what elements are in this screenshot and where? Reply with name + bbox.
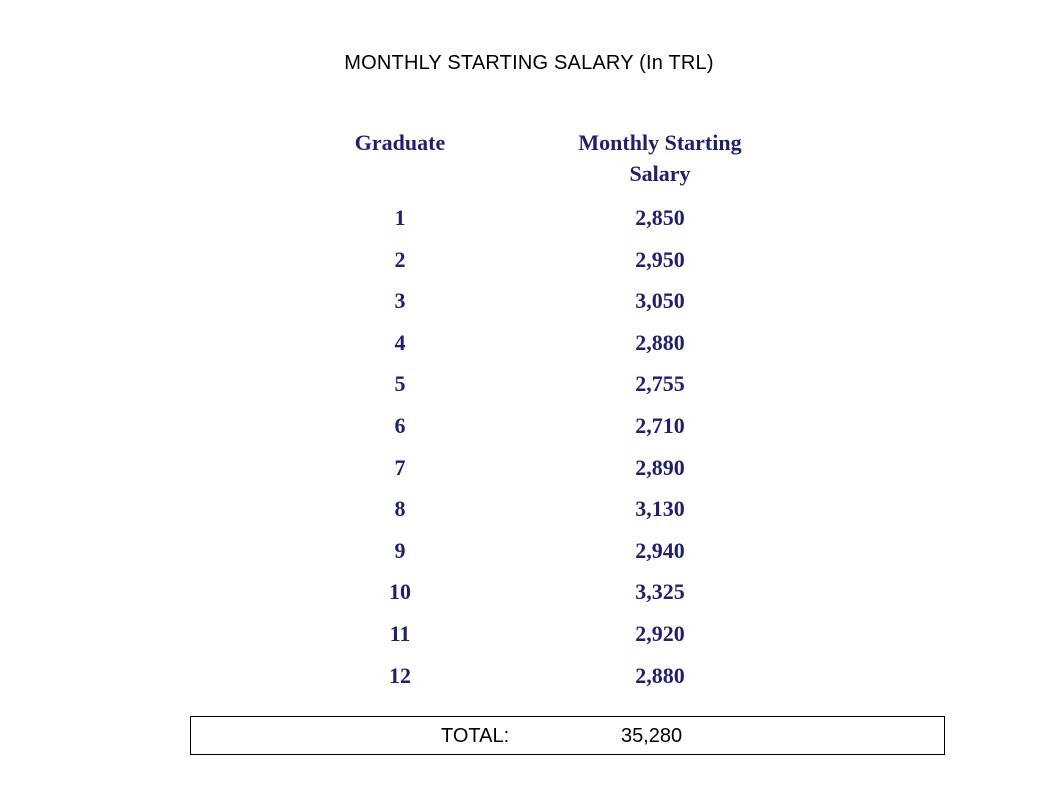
graduate-cell: 8 [394,496,406,522]
table-row [0,197,1058,239]
salary-cell: 2,920 [635,620,685,646]
table-row [0,405,1058,447]
table-row [0,488,1058,530]
salary-cell: 3,050 [635,288,685,314]
salary-cell: 2,880 [635,662,685,688]
salary-cell: 2,755 [635,371,685,397]
total-label: TOTAL: [441,725,510,747]
graduate-cell: 2 [394,246,406,272]
graduate-cell: 12 [389,662,411,688]
table-row [0,239,1058,281]
graduate-cell: 5 [394,371,406,397]
table-row [0,530,1058,572]
graduate-cell: 4 [394,329,406,355]
table-row [0,655,1058,697]
salary-cell: 2,940 [635,537,685,563]
salary-cell: 2,710 [635,412,685,438]
graduate-cell: 1 [394,205,406,230]
column-header-graduate: Graduate [354,130,446,155]
table-row [0,447,1058,489]
table-row [0,571,1058,613]
graduate-cell: 10 [389,579,411,605]
salary-cell: 2,850 [635,205,685,230]
graduate-cell: 6 [394,412,406,438]
salary-cell: 2,950 [635,246,685,272]
graduate-cell: 7 [394,454,406,480]
graduate-cell: 11 [389,620,411,646]
salary-cell: 3,130 [635,496,685,522]
column-header-salary-line1: Monthly Starting [578,130,742,155]
salary-cell: 2,890 [635,454,685,480]
salary-cell: 2,880 [635,329,685,355]
total-value: 35,280 [621,725,683,747]
table-row [0,363,1058,405]
column-header-salary-line2: Salary [629,161,691,186]
table-row [0,613,1058,655]
salary-cell: 3,325 [635,579,685,605]
table-row [0,322,1058,364]
column-header-salary [540,127,780,189]
total-box [190,716,945,755]
graduate-cell: 9 [394,537,406,563]
graduate-cell: 3 [394,288,406,314]
table-row [0,280,1058,322]
table-body [0,197,1058,696]
page-title: MONTHLY STARTING SALARY (In TRL) [344,52,714,74]
